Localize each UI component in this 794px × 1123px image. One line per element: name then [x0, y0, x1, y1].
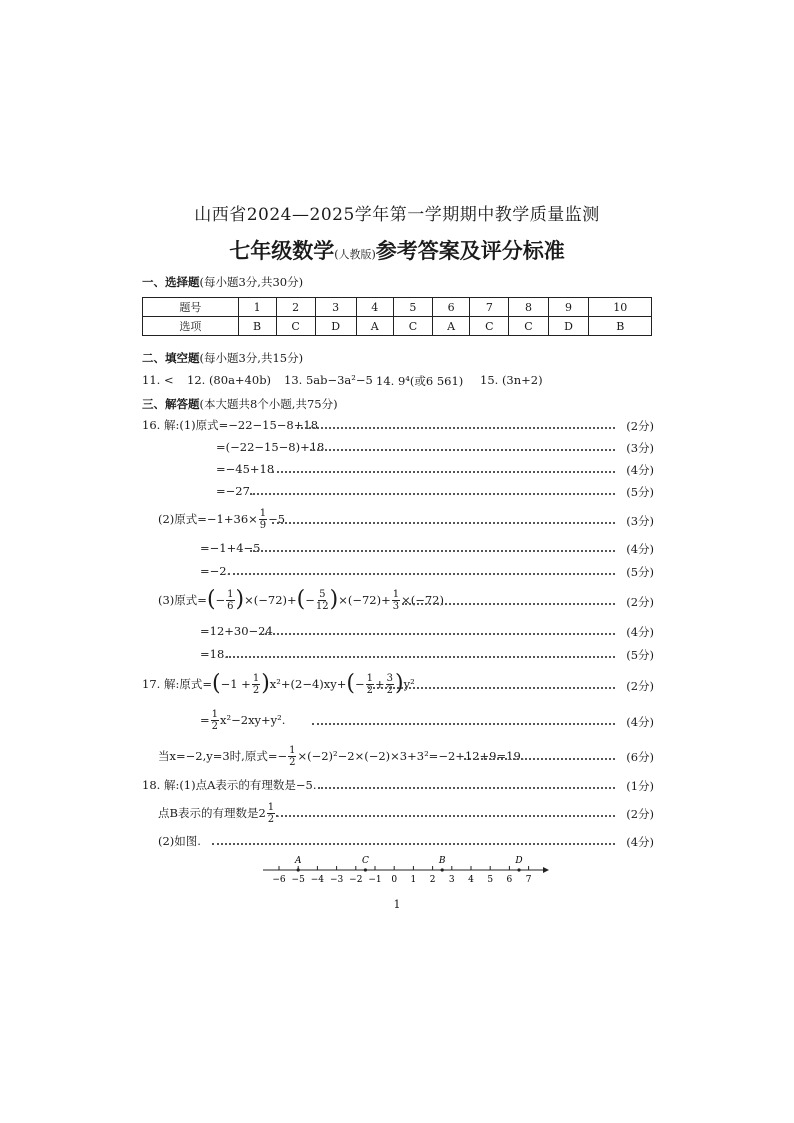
number-line — [255, 852, 555, 892]
q16-p2-line-2: =−1+4−5 — [200, 541, 261, 555]
page-number: 1 — [393, 898, 401, 911]
number-line-point — [441, 868, 444, 871]
fraction-numerator: 1 — [211, 708, 219, 720]
fraction-numerator: 3 — [386, 672, 393, 684]
leader-dots — [464, 758, 615, 760]
leader-dots — [228, 573, 615, 575]
section-3-title: 三、解答题 — [142, 397, 200, 411]
q17-expression-part: x²+(2−4)xy+ — [269, 677, 347, 691]
table-cell: 6 — [433, 298, 470, 317]
score-points: (1分) — [626, 779, 654, 793]
q16-p1-expression: (1)原式=−22−15−8+18 — [179, 418, 319, 432]
number-line-tick-label: 3 — [448, 875, 455, 885]
score-points: (4分) — [626, 625, 654, 639]
leader-dots — [297, 427, 615, 429]
q16-line-4: =−27. — [216, 484, 254, 498]
q17-result: ×(−2)²−2×(−2)×3+3²=−2+12+9=19. — [297, 749, 525, 763]
fill-answer-14: 14. 9⁴(或6 561) — [376, 374, 464, 388]
score-points: (2分) — [626, 679, 654, 693]
fraction — [252, 673, 260, 696]
table-cell: D — [315, 317, 356, 336]
fill-answer-12: 12. (80a+40b) — [187, 373, 272, 387]
q18-line-3: (2)如图. — [158, 834, 201, 848]
number-line-point-label: B — [438, 856, 446, 866]
score-points: (5分) — [626, 648, 654, 662]
leader-dots — [272, 471, 615, 473]
fraction-numerator: 1 — [289, 744, 296, 756]
leader-dots — [250, 550, 615, 552]
number-line-tick-label: −4 — [310, 875, 325, 885]
section-3-note: (本大题共8个小题,共75分) — [199, 397, 338, 411]
table-cell: 4 — [356, 298, 393, 317]
paren-open: ( — [296, 587, 306, 612]
score-points: (2分) — [626, 807, 654, 821]
q17-line-1: 17. 解:原式= ( −1 + $\frac{1}{2}$ ) x²+(2−4)xy+ ( − $\frac{1}{2}$ + $\frac{3}{2}$ ) y² — [142, 671, 415, 696]
q16-p2-line-1 — [158, 506, 285, 532]
number-line-point — [517, 868, 520, 871]
fraction-denominator: 6 — [227, 600, 234, 612]
q16-p3-expression: (3)原式= — [158, 593, 207, 607]
score-points: (3分) — [626, 514, 654, 528]
fraction-denominator: 3 — [392, 600, 400, 612]
fill-answer-13: 13. 5ab−3a²−5 — [284, 373, 373, 387]
fraction — [226, 589, 234, 612]
page-subtitle — [0, 235, 794, 265]
table-cell: 3 — [315, 298, 356, 317]
fraction-denominator: 2 — [267, 813, 275, 825]
q16-p3-line-2: =12+30−24 — [200, 624, 273, 638]
score-points: (3分) — [626, 441, 654, 455]
table-cell: C — [393, 317, 432, 336]
number-line-tick-label: 0 — [391, 875, 398, 885]
fraction — [259, 508, 267, 531]
table-cell: C — [276, 317, 315, 336]
number-line-tick-label: 2 — [429, 875, 436, 885]
leader-dots — [310, 449, 615, 451]
table-cell: 2 — [276, 298, 315, 317]
section-1-heading — [142, 274, 303, 290]
leader-dots — [276, 815, 615, 817]
q16-p2-line-3: =−2. — [200, 564, 231, 578]
number-line-tick-label: −5 — [291, 875, 305, 885]
subtitle-edition: (人教版) — [334, 248, 376, 261]
q16-line-2: =(−22−15−8)+18 — [216, 440, 325, 454]
number-line-point — [297, 868, 300, 871]
fill-answer-11: 11. < — [142, 373, 174, 387]
leader-dots — [402, 603, 615, 605]
table-cell: D — [548, 317, 589, 336]
table-cell: B — [589, 317, 652, 336]
score-points: (5分) — [626, 565, 654, 579]
leader-dots — [260, 633, 615, 635]
number-line-tick-label: 6 — [506, 875, 513, 885]
fraction — [316, 589, 329, 612]
q16-line-3: =−45+18 — [216, 462, 275, 476]
q17-simplified: x²−2xy+y². — [220, 713, 286, 727]
leader-dots — [272, 522, 615, 524]
q18-line-1: 18. 解:(1)点A表示的有理数是−5. — [142, 778, 317, 792]
q18-point-b-end: . — [276, 806, 280, 820]
paren-close: ) — [235, 587, 245, 612]
subtitle-main: 七年级数学 — [229, 238, 335, 263]
number-line-tick-label: 7 — [525, 875, 532, 885]
q16-p3-line-3: =18. — [200, 647, 228, 661]
section-2-note: (每小题3分,共15分) — [199, 351, 304, 365]
page-title: 山西省2024—2025学年第一学期期中教学质量监测 — [194, 205, 600, 225]
table-cell: 5 — [393, 298, 432, 317]
fraction-denominator: 2 — [386, 684, 393, 696]
table-header-cell: 选项 — [143, 317, 239, 336]
q16-p3-line-1: (3)原式= ( − $\frac{1}{6}$ ) ×(−72)+ ( − $\frac{5}{12}$ ) ×(−72)+ $\frac{1}{3}$ ×(−72) — [158, 587, 444, 612]
number-line-arrow — [543, 867, 549, 873]
paren-open: ( — [211, 671, 221, 696]
table-cell: 8 — [509, 298, 548, 317]
fraction-denominator: 9 — [259, 519, 267, 531]
fraction — [267, 802, 275, 825]
score-points: (2分) — [626, 595, 654, 609]
table-cell: 9 — [548, 298, 589, 317]
table-cell: C — [509, 317, 548, 336]
leader-dots — [368, 687, 615, 689]
fraction — [211, 709, 219, 732]
paren-open: ( — [206, 587, 216, 612]
table-cell: C — [470, 317, 509, 336]
fraction-numerator: 1 — [366, 672, 373, 684]
fraction — [392, 589, 400, 612]
score-points: (6分) — [626, 750, 654, 764]
section-2-title: 二、填空题 — [142, 351, 200, 365]
score-points: (4分) — [626, 835, 654, 849]
choice-answer-table — [142, 297, 652, 336]
fill-answer-15: 15. (3n+2) — [480, 373, 543, 387]
table-cell: 7 — [470, 298, 509, 317]
table-cell: 1 — [238, 298, 276, 317]
leader-dots — [312, 723, 615, 725]
fraction-numerator: 1 — [392, 588, 400, 600]
fraction — [288, 745, 296, 768]
q17-substitution: 当x=−2,y=3时,原式=− — [158, 749, 288, 763]
number-line-tick-label: −3 — [329, 875, 344, 885]
score-points: (4分) — [626, 463, 654, 477]
section-1-title: 一、选择题 — [142, 275, 200, 289]
fraction-numerator: 1 — [259, 507, 267, 519]
q16-line-1 — [142, 418, 318, 432]
score-points: (4分) — [626, 542, 654, 556]
number-line-tick-label: −6 — [272, 875, 286, 885]
score-points: (2分) — [626, 419, 654, 433]
q18-point-b: 点B表示的有理数是2 — [158, 806, 266, 820]
leader-dots — [226, 656, 615, 658]
q17-expression-end: y² — [403, 677, 415, 691]
fraction-numerator: 1 — [267, 801, 275, 813]
fraction-denominator: 12 — [315, 600, 329, 612]
number-line-tick-label: 5 — [487, 875, 494, 885]
q16-p2-expression-end: −5 — [268, 512, 286, 526]
number-line-tick-label: −2 — [349, 875, 363, 885]
q18-line-2 — [158, 800, 280, 826]
score-points: (4分) — [626, 715, 654, 729]
q16-p3-expression-part: ×(−72)+ — [244, 593, 297, 607]
table-row-numbers — [143, 298, 652, 317]
fraction — [386, 673, 394, 696]
number-line-point-label: D — [515, 856, 523, 866]
number-line-tick-label: 1 — [410, 875, 417, 885]
subtitle-rest: 参考答案及评分标准 — [375, 238, 565, 263]
paren-close: ) — [329, 587, 339, 612]
leader-dots — [212, 843, 615, 845]
fraction-numerator: 1 — [227, 588, 234, 600]
fraction-denominator: 2 — [252, 684, 260, 696]
table-cell: 10 — [589, 298, 652, 317]
q16-p3-expression-end: ×(−72) — [401, 593, 444, 607]
section-2-heading — [142, 350, 303, 366]
number-line-tick-label: 4 — [468, 875, 474, 885]
q16-prefix: 16. 解: — [142, 418, 180, 432]
leader-dots — [318, 787, 615, 789]
table-cell: A — [356, 317, 393, 336]
number-line-point-label: C — [361, 856, 369, 866]
q16-p3-expression-part: ×(−72)+ — [338, 593, 391, 607]
paren-open: ( — [346, 671, 355, 696]
section-3-heading — [142, 396, 338, 412]
table-header-cell: 题号 — [143, 298, 239, 317]
number-line-tick-label: −1 — [368, 875, 382, 885]
q17-line-2: = $\frac{1}{2}$ x²−2xy+y². — [200, 708, 286, 732]
fraction — [366, 673, 374, 696]
q17-prefix: 17. 解:原式= — [142, 677, 212, 691]
section-1-note: (每小题3分,共30分) — [199, 275, 304, 289]
paren-close: ) — [261, 671, 270, 696]
table-row-answers — [143, 317, 652, 336]
fraction-denominator: 2 — [289, 756, 296, 768]
table-cell: B — [238, 317, 276, 336]
table-cell: A — [433, 317, 470, 336]
number-line-point-label: A — [294, 856, 302, 866]
q17-line-3 — [158, 743, 524, 769]
fraction-numerator: 5 — [319, 588, 326, 600]
number-line-point — [364, 868, 367, 871]
paren-close: ) — [395, 671, 404, 696]
q16-p2-expression: (2)原式=−1+36× — [158, 512, 258, 526]
fraction-denominator: 2 — [366, 684, 373, 696]
fraction-numerator: 1 — [252, 672, 260, 684]
score-points: (5分) — [626, 485, 654, 499]
fraction-denominator: 2 — [211, 720, 219, 732]
leader-dots — [250, 493, 615, 495]
